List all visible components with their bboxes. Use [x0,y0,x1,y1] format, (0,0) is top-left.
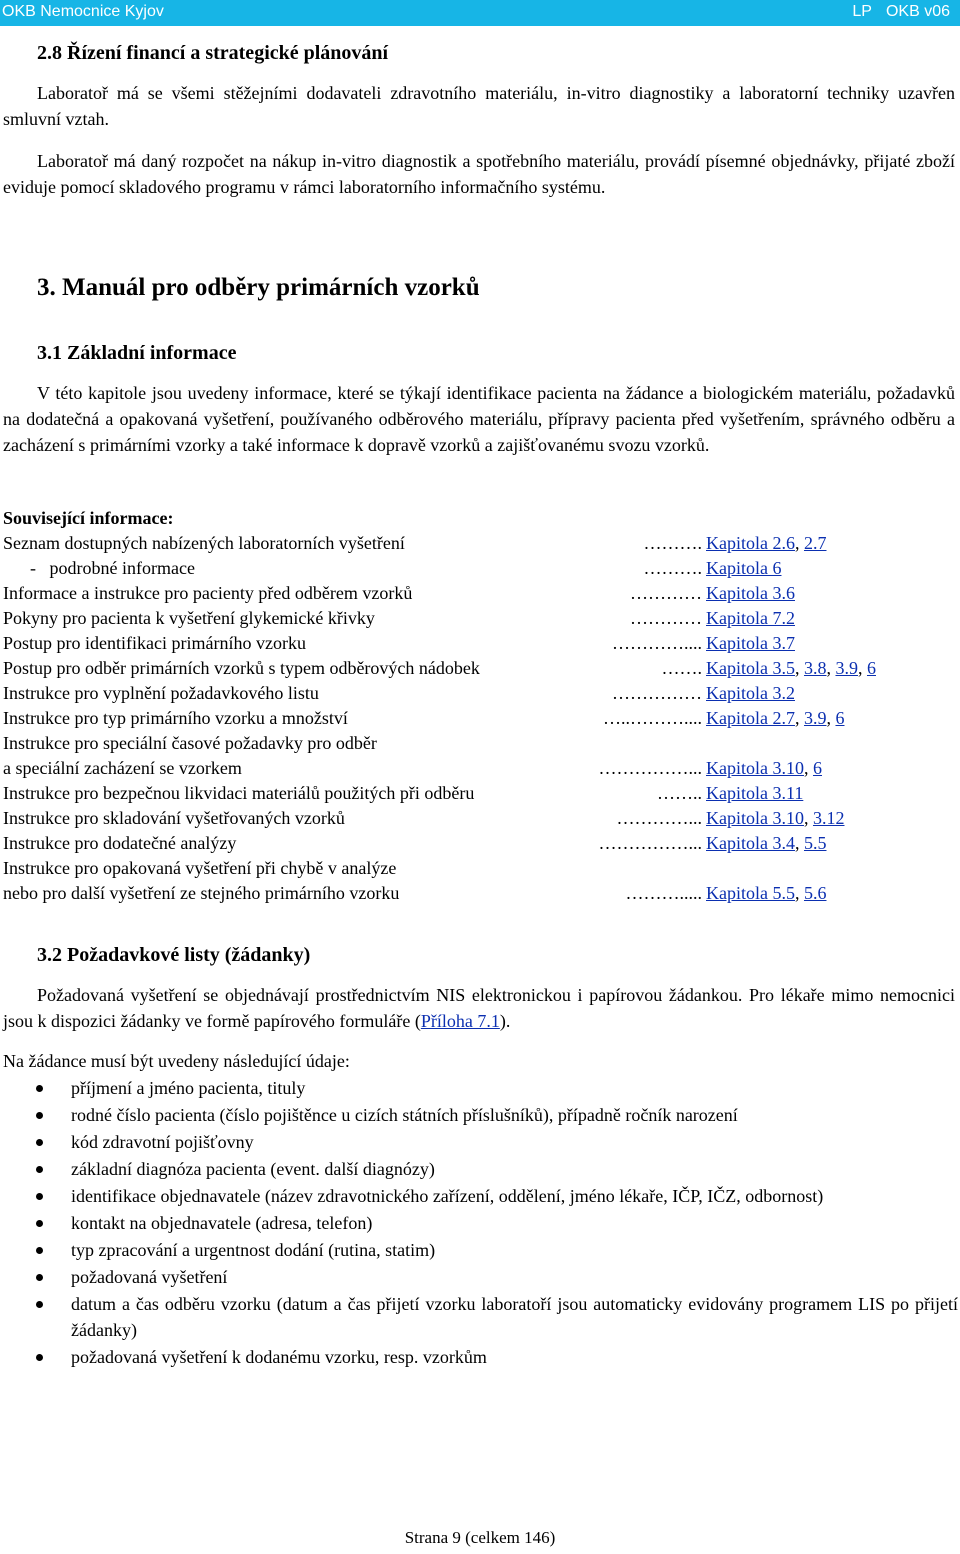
chapter-link[interactable]: 5.6 [803,883,827,903]
required-data-item [30,1183,958,1209]
chapter-link[interactable]: Kapitola 6 [706,558,782,578]
chapter-links [706,681,795,706]
list-intro: Na žádance musí být uvedeny následující údaje: [3,1051,350,1071]
related-info-text: Instrukce pro vyplnění požadavkového listu [3,683,319,703]
section-2-8-paragraph-1: Laboratoř má se všemi stěžejními dodavateli zdravotního materiálu, in-vitro diagnostiky a laboratorní techniky uzavřen smluvní vztah. [3,83,955,129]
leader-dots: ……………... [598,833,702,853]
chapter-link[interactable]: 6 [812,758,822,778]
chapter-link[interactable]: 3.9 [803,708,827,728]
section-2-8-paragraph-2: Laboratoř má daný rozpočet na nákup in-vitro diagnostik a spotřebního materiálu, provádí písemné objednávky, přijaté zboží eviduje pomocí skladového programu v rámci laboratorního informačního systému. [3,151,955,197]
related-info-row [3,631,953,656]
required-data-item [30,1075,958,1101]
chapter-link[interactable]: Kapitola 2.6 [706,533,795,553]
required-data-item-text: požadovaná vyšetření [71,1267,228,1287]
required-data-item-text: identifikace objednavatele (název zdravotnického zařízení, oddělení, jméno lékaře, IČP, IČZ, odbornost) [71,1186,824,1206]
related-info-text: Postup pro identifikaci primárního vzorku [3,633,306,653]
related-info-label: Související informace: [3,508,174,528]
bullet-icon [36,1139,43,1146]
required-data-item-text: datum a čas odběru vzorku (datum a čas přijetí vzorku laboratoří jsou automaticky evidovány programem LIS po přijetí žádanky) [71,1294,958,1340]
chapter-links: Kapitola 3.4, 5.5 [706,833,827,853]
appendix-7-1-link[interactable]: Příloha 7.1 [420,1011,500,1031]
leader-dots: …………… [612,683,702,703]
required-data-item-text: příjmení a jméno pacienta, tituly [71,1078,306,1098]
required-data-item-text: typ zpracování a urgentnost dodání (rutina, statim) [71,1240,436,1260]
chapter-links [706,606,795,631]
leader-dots: ……. [661,658,702,678]
chapter-link[interactable]: Kapitola 3.10 [706,808,804,828]
related-info-text: a speciální zacházení se vzorkem [3,758,242,778]
chapter-link[interactable]: Kapitola 3.2 [706,683,795,703]
chapter-link[interactable]: Kapitola 3.11 [706,783,804,803]
required-data-item [30,1344,958,1370]
chapter-link[interactable]: 3.8 [803,658,827,678]
related-info-row [3,581,953,606]
chapter-links: Kapitola 2.7, 3.9, 6 [706,708,845,728]
section-3-2-heading: 3.2 Požadavkové listy (žádanky) [37,944,311,966]
related-info-row [3,531,953,556]
bullet-icon [36,1193,43,1200]
chapter-link[interactable]: 5.5 [803,833,827,853]
related-info-row [3,681,953,706]
section-2-8-heading: 2.8 Řízení financí a strategické plánování [37,42,389,64]
chapter-link[interactable]: 6 [866,658,876,678]
chapter-link[interactable]: Kapitola 3.10 [706,758,804,778]
required-data-item [30,1291,958,1343]
leader-dots: ………. [643,533,702,553]
required-data-item-text: základní diagnóza pacienta (event. další diagnózy) [71,1159,435,1179]
header-org: OKB Nemocnice Kyjov [2,3,164,20]
section-3-1-heading: 3.1 Základní informace [37,342,237,364]
related-info-text: Instrukce pro bezpečnou likvidaci materiálů použitých při odběru [3,783,475,803]
chapter-links [706,631,795,656]
related-info-row [3,731,953,756]
related-info-text: Instrukce pro dodatečné analýzy [3,833,237,853]
chapter-link[interactable]: 2.7 [803,533,827,553]
required-data-item [30,1102,958,1128]
required-data-item-text: rodné číslo pacienta (číslo pojištěnce u cizích státních příslušníků), případně ročník narození [71,1105,738,1125]
required-data-item [30,1210,958,1236]
leader-dots: …….. [657,783,702,803]
related-info-row [3,781,953,806]
bullet-icon [36,1247,43,1254]
chapter-links: Kapitola 3.10, 6 [706,758,822,778]
related-info-text: Instrukce pro opakovaná vyšetření při chybě v analýze [3,858,397,878]
chapter-links [706,556,781,581]
chapter-link[interactable]: Kapitola 3.4 [706,833,795,853]
bullet-icon [36,1085,43,1092]
related-info-text: Instrukce pro speciální časové požadavky pro odběr [3,733,377,753]
leader-dots: ………..... [625,883,702,903]
bullet-icon [36,1354,43,1361]
bullet-icon [36,1166,43,1173]
chapter-link[interactable]: 3.9 [835,658,858,678]
related-info-row [3,831,953,856]
section-3-1-paragraph: V této kapitole jsou uvedeny informace, které se týkají identifikace pacienta na žádance a biologickém materiálu, požadavků na dodatečná a opakovaná vyšetření, používaného odběrového materiálu, přípravy pacienta před vyšetřením, správného odběru a zacházení s primárními vzorky a také informace k dopravě vzorků a zajišťovanému svozu vzorků. [3,383,955,455]
chapter-links: Kapitola 5.5, 5.6 [706,883,827,903]
related-info-text: Informace a instrukce pro pacienty před odběrem vzorků [3,583,413,603]
bullet-icon [36,1112,43,1119]
bullet-icon [36,1301,43,1308]
chapter-3-heading: 3. Manuál pro odběry primárních vzorků [37,274,480,301]
page-header [0,0,960,26]
related-info-row [3,556,953,581]
related-info-text: Seznam dostupných nabízených laboratorních vyšetření [3,533,405,553]
chapter-link[interactable]: Kapitola 3.5 [706,658,795,678]
header-doc-id: LP OKB v06 [852,3,950,20]
related-info-text: Instrukce pro typ primárního vzorku a množství [3,708,348,728]
bullet-icon [36,1220,43,1227]
chapter-link[interactable]: Kapitola 5.5 [706,883,795,903]
related-info-text: nebo pro další vyšetření ze stejného primárního vzorku [3,883,400,903]
leader-dots: ………….... [612,633,702,653]
chapter-links [706,781,803,806]
page-footer: Strana 9 (celkem 146) [404,1528,556,1547]
leader-dots: …………... [616,808,702,828]
chapter-links [706,581,795,606]
leader-dots: ………… [630,583,702,603]
chapter-link[interactable]: Kapitola 7.2 [706,608,795,628]
leader-dots: …..……….... [603,708,702,728]
leader-dots: ……………... [598,758,702,778]
required-data-item-text: požadovaná vyšetření k dodanému vzorku, resp. vzorkům [71,1347,487,1367]
related-info-row [3,606,953,631]
bullet-icon [36,1274,43,1281]
chapter-link[interactable]: Kapitola 2.7 [706,708,795,728]
related-info-row [3,806,953,831]
related-info-row [3,706,953,731]
section-3-2-paragraph: Požadovaná vyšetření se objednávají prostřednictvím NIS elektronickou i papírovou žádankou. Pro lékaře mimo nemocnici jsou k dispozici žádanky ve formě papírového formuláře (Příloha 7.1). [3,985,955,1031]
chapter-links: Kapitola 3.10, 3.12 [706,808,845,828]
required-data-list [30,1075,958,1371]
required-data-item-text: kód zdravotní pojišťovny [71,1132,254,1152]
required-data-item [30,1237,958,1263]
related-info-text: Instrukce pro skladování vyšetřovaných vzorků [3,808,345,828]
chapter-links: Kapitola 3.5, 3.8, 3.9, 6 [706,658,876,678]
required-data-item [30,1129,958,1155]
required-data-item [30,1264,958,1290]
leader-dots: ………. [643,558,702,578]
related-info-row [3,881,953,906]
leader-dots: ………… [630,608,702,628]
related-info-row [3,856,953,881]
chapter-links: Kapitola 2.6, 2.7 [706,533,827,553]
required-data-item [30,1156,958,1182]
chapter-link[interactable]: 6 [835,708,845,728]
related-info-row [3,656,953,681]
related-info-list [3,531,953,906]
related-info-text: Postup pro odběr primárních vzorků s typem odběrových nádobek [3,658,480,678]
chapter-link[interactable]: Kapitola 3.7 [706,633,795,653]
chapter-link[interactable]: 3.12 [812,808,845,828]
related-info-row [3,756,953,781]
required-data-item-text: kontakt na objednavatele (adresa, telefon) [71,1213,373,1233]
related-info-text: - podrobné informace [3,558,195,578]
related-info-text: Pokyny pro pacienta k vyšetření glykemické křivky [3,608,375,628]
chapter-link[interactable]: Kapitola 3.6 [706,583,795,603]
